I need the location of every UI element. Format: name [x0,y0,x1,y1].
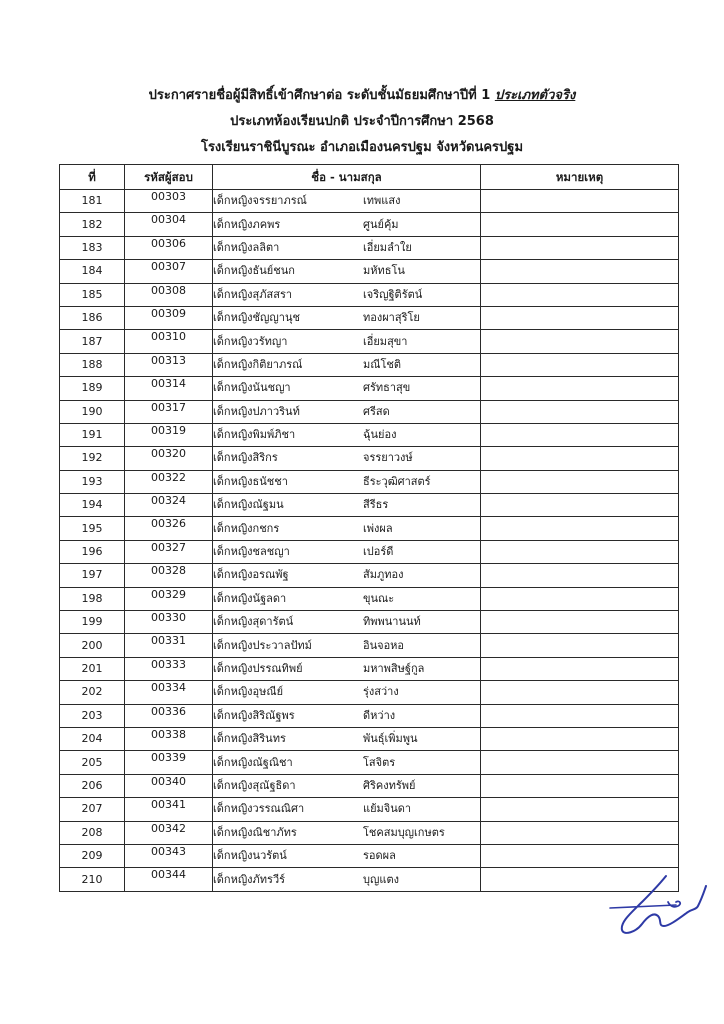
remark-cell [481,751,679,774]
row-number: 185 [60,283,125,306]
column-header-remark: หมายเหตุ [481,165,679,190]
remark-cell [481,774,679,797]
row-number: 190 [60,400,125,423]
student-name [213,423,481,446]
student-name [213,353,481,376]
exam-code: 00308 [125,283,213,306]
last-name: มหัทธโน [363,264,405,278]
last-name: รุ่งสว่าง [363,685,399,699]
row-number: 188 [60,353,125,376]
student-name [213,564,481,587]
row-number: 182 [60,213,125,236]
table-row [60,564,679,587]
last-name: ธีระวุฒิศาสตร์ [363,474,431,488]
remark-cell [481,727,679,750]
first-name: เด็กหญิงอุษณีย์ [213,685,284,699]
exam-code: 00333 [125,657,213,680]
table-row [60,470,679,493]
exam-code: 00344 [125,868,213,891]
remark-cell [481,704,679,727]
last-name: พันธุ์เพิ่มพูน [363,732,418,746]
student-name [213,190,481,213]
remark-cell [481,283,679,306]
last-name: ดีหว่าง [363,708,396,722]
student-name [213,377,481,400]
first-name: เด็กหญิงสิริณัฐพร [213,708,295,722]
last-name: อินจอหอ [363,638,405,652]
remark-cell [481,540,679,563]
first-name: เด็กหญิงพิมพ์ภิชา [213,428,296,442]
first-name: เด็กหญิงอรณพัฐ [213,568,289,582]
student-name [213,681,481,704]
exam-code: 00330 [125,611,213,634]
first-name: เด็กหญิงกิติยาภรณ์ [213,357,303,371]
first-name: เด็กหญิงวรัทญา [213,334,288,348]
title-main-text: ประกาศรายชื่อผู้มีสิทธิ์เข้าศึกษาต่อ ระดับชั้นมัธยมศึกษาปีที่ 1 [148,88,495,103]
row-number: 184 [60,260,125,283]
last-name: โชคสมบุญเกษตร [363,825,445,839]
student-name [213,283,481,306]
last-name: เอี่ยมสุขา [363,334,408,348]
student-name [213,236,481,259]
row-number: 189 [60,377,125,400]
last-name: สีรีธร [363,498,389,512]
last-name: เอี่ยมลำใย [363,240,412,254]
row-number: 202 [60,681,125,704]
exam-code: 00303 [125,190,213,213]
exam-code: 00324 [125,494,213,517]
student-name [213,844,481,867]
table-row [60,447,679,470]
row-number: 195 [60,517,125,540]
last-name: ศิริคงทรัพย์ [363,778,416,792]
first-name: เด็กหญิงชลชญา [213,545,290,559]
first-name: เด็กหญิงธันย์ชนก [213,264,295,278]
table-row [60,494,679,517]
row-number: 201 [60,657,125,680]
announcement-subtitle: ประเภทห้องเรียนปกติ ประจำปีการศึกษา 2568 [230,114,494,129]
last-name: รอดผล [363,849,396,863]
table-row [60,377,679,400]
table-row [60,868,679,891]
first-name: เด็กหญิงสุภัสสรา [213,287,293,301]
first-name: เด็กหญิงณิชาภัทร [213,825,297,839]
last-name: สัมภูทอง [363,568,404,582]
last-name: มณีโชติ [363,357,401,371]
table-row [60,634,679,657]
last-name: ศูนย์คุ้ม [363,217,399,231]
student-name [213,868,481,891]
column-header-name: ชื่อ - นามสกุล [213,165,481,190]
first-name: เด็กหญิงลลิตา [213,240,280,254]
remark-cell [481,236,679,259]
student-name [213,213,481,236]
row-number: 209 [60,844,125,867]
first-name: เด็กหญิงประวาลปัทม์ [213,638,312,652]
row-number: 207 [60,798,125,821]
exam-code: 00307 [125,260,213,283]
student-name [213,634,481,657]
first-name: เด็กหญิงนวรัตน์ [213,849,287,863]
table-row [60,353,679,376]
first-name: เด็กหญิงสุดารัตน์ [213,615,294,629]
exam-code: 00309 [125,306,213,329]
first-name: เด็กหญิงจรรยาภรณ์ [213,194,307,208]
exam-code: 00339 [125,751,213,774]
exam-code: 00310 [125,330,213,353]
student-roster-table [59,164,679,892]
remark-cell [481,423,679,446]
row-number: 204 [60,727,125,750]
table-row [60,821,679,844]
first-name: เด็กหญิงธนัชชา [213,474,288,488]
first-name: เด็กหญิงภัทรวีร์ [213,872,286,886]
student-name [213,727,481,750]
table-row [60,236,679,259]
last-name: บุญแตง [363,872,399,886]
last-name: ศรัทธาสุข [363,381,411,395]
exam-code: 00343 [125,844,213,867]
exam-code: 00334 [125,681,213,704]
title-category-text: ประเภทตัวจริง [494,88,576,103]
exam-code: 00317 [125,400,213,423]
exam-code: 00313 [125,353,213,376]
first-name: เด็กหญิงปรรณทิพย์ [213,662,303,675]
last-name: ศรีสด [363,404,390,418]
exam-code: 00304 [125,213,213,236]
table-row [60,306,679,329]
row-number: 181 [60,190,125,213]
first-name: เด็กหญิงวรรณณิศา [213,802,305,816]
last-name: เจริญฐิติรัตน์ [363,287,423,301]
first-name: เด็กหญิงกชกร [213,521,280,535]
first-name: เด็กหญิงณัฐมน [213,498,284,512]
student-name [213,517,481,540]
table-body [60,190,679,892]
first-name: เด็กหญิงภคพร [213,217,281,231]
student-name [213,494,481,517]
exam-code: 00322 [125,470,213,493]
table-row [60,798,679,821]
remark-cell [481,634,679,657]
table-row [60,330,679,353]
last-name: เทพแสง [363,194,401,208]
remark-cell [481,260,679,283]
student-name [213,657,481,680]
student-name [213,798,481,821]
last-name: แย้มจินดา [363,802,412,816]
remark-cell [481,190,679,213]
last-name: จรรยาวงษ์ [363,451,413,465]
student-name [213,306,481,329]
first-name: เด็กหญิงปภาวรินท์ [213,404,300,418]
remark-cell [481,306,679,329]
remark-cell [481,447,679,470]
exam-code: 00319 [125,423,213,446]
table-row [60,681,679,704]
remark-cell [481,844,679,867]
signature-icon [608,872,712,938]
last-name: ทองผาสุริโย [363,311,420,325]
row-number: 187 [60,330,125,353]
table-row [60,400,679,423]
table-row [60,517,679,540]
remark-cell [481,798,679,821]
exam-code: 00328 [125,564,213,587]
table-row [60,260,679,283]
first-name: เด็กหญิงสิริกร [213,451,278,465]
remark-cell [481,470,679,493]
row-number: 199 [60,611,125,634]
exam-code: 00329 [125,587,213,610]
exam-code: 00338 [125,727,213,750]
last-name: ขุนณะ [363,591,395,605]
exam-code: 00320 [125,447,213,470]
table-row [60,540,679,563]
remark-cell [481,564,679,587]
first-name: เด็กหญิงชัญญานุช [213,311,300,325]
row-number: 203 [60,704,125,727]
exam-code: 00336 [125,704,213,727]
student-name [213,821,481,844]
table-row [60,213,679,236]
remark-cell [481,213,679,236]
first-name: เด็กหญิงสิรินทร [213,732,286,746]
row-number: 192 [60,447,125,470]
student-name [213,704,481,727]
student-name [213,470,481,493]
remark-cell [481,517,679,540]
row-number: 191 [60,423,125,446]
row-number: 198 [60,587,125,610]
student-name [213,751,481,774]
row-number: 194 [60,494,125,517]
last-name: เพ่งผล [363,521,393,535]
row-number: 210 [60,868,125,891]
exam-code: 00341 [125,798,213,821]
first-name: เด็กหญิงณัฐณิชา [213,755,293,769]
exam-code: 00342 [125,821,213,844]
exam-code: 00306 [125,236,213,259]
student-name [213,260,481,283]
exam-code: 00327 [125,540,213,563]
table-row [60,587,679,610]
remark-cell [481,330,679,353]
table-row [60,727,679,750]
exam-code: 00326 [125,517,213,540]
last-name: ทิพพนานนท์ [363,615,421,629]
student-name [213,330,481,353]
row-number: 193 [60,470,125,493]
remark-cell [481,400,679,423]
table-row [60,283,679,306]
first-name: เด็กหญิงนันชญา [213,381,291,395]
student-name [213,774,481,797]
table-row [60,774,679,797]
remark-cell [481,494,679,517]
student-name [213,611,481,634]
remark-cell [481,821,679,844]
last-name: เปอร์ดี [363,545,394,559]
table-row [60,190,679,213]
row-number: 186 [60,306,125,329]
remark-cell [481,353,679,376]
student-name [213,400,481,423]
student-name [213,587,481,610]
last-name: โสจิตร [363,755,396,769]
table-row [60,751,679,774]
exam-code: 00340 [125,774,213,797]
student-name [213,540,481,563]
remark-cell [481,657,679,680]
table-row [60,611,679,634]
student-name [213,447,481,470]
last-name: ฉุ้นย่อง [363,428,397,442]
remark-cell [481,377,679,400]
first-name: เด็กหญิงนัฐลดา [213,591,287,605]
table-row [60,423,679,446]
row-number: 183 [60,236,125,259]
remark-cell [481,681,679,704]
row-number: 197 [60,564,125,587]
row-number: 208 [60,821,125,844]
table-header-row [60,165,679,190]
exam-code: 00331 [125,634,213,657]
column-header-code: รหัสผู้สอบ [125,165,213,190]
exam-code: 00314 [125,377,213,400]
school-name: โรงเรียนราชินีบูรณะ อำเภอเมืองนครปฐม จังหวัดนครปฐม [200,140,524,155]
column-header-no: ที่ [60,165,125,190]
row-number: 196 [60,540,125,563]
row-number: 205 [60,751,125,774]
table-row [60,704,679,727]
row-number: 200 [60,634,125,657]
last-name: มหาพสิษฐ์กูล [363,662,425,675]
announcement-title [0,87,724,105]
row-number: 206 [60,774,125,797]
remark-cell [481,611,679,634]
table-row [60,657,679,680]
first-name: เด็กหญิงสุณัฐธิดา [213,778,296,792]
table-row [60,844,679,867]
remark-cell [481,587,679,610]
